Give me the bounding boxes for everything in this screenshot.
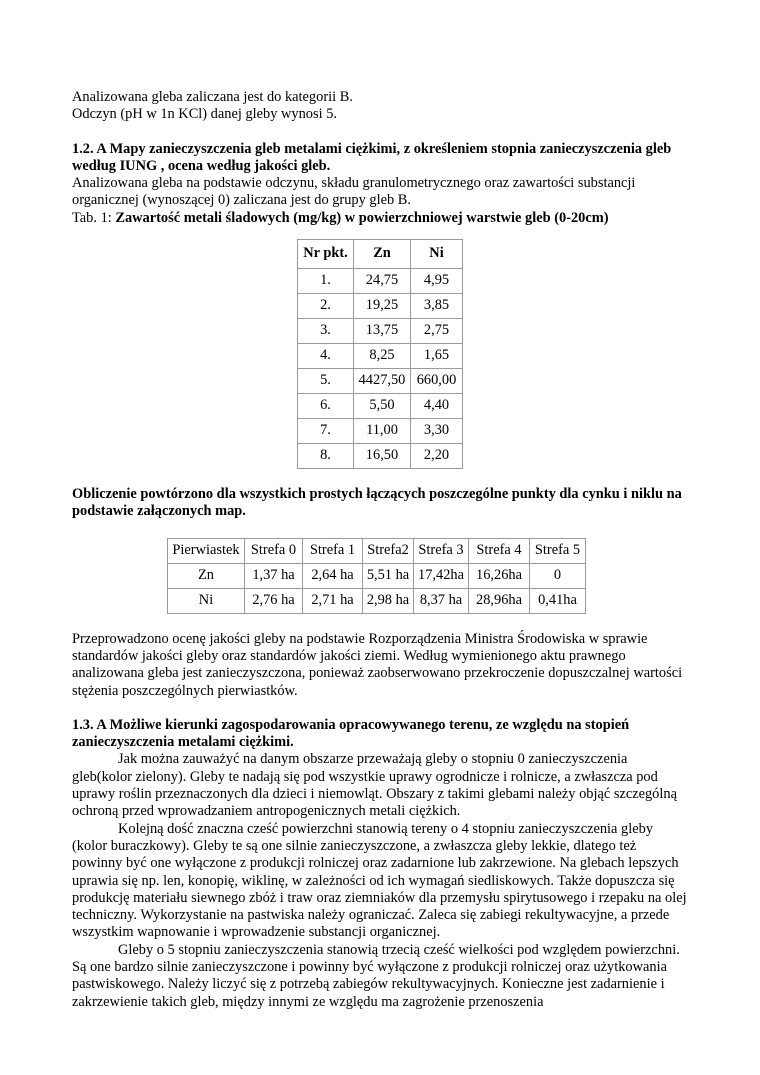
recalc-note: Obliczenie powtórzono dla wszystkich prostych łączących poszczególne punkty dla cynku i niklu na podstawie załączonych map. xyxy=(72,486,682,520)
table-cell: 1,37 ha xyxy=(245,563,303,588)
table-cell: Ni xyxy=(168,588,245,613)
table-row xyxy=(298,444,463,469)
section-1-3-paragraph-3: Gleby o 5 stopniu zanieczyszczenia stanowią trzecią cześć wielkości pod względem powierzchni. Są one bardzo silnie zanieczyszczone i powinny być wyłączone z produkcji rolniczej oraz użytkowania pastwiskowego. Należy liczyć się z potrzebą zabiegów rekultywacyjnych. Konieczne jest zadarnienie i zakrzewienie takich gleb, między innymi ze względu ma zagrożenie przenoszenia xyxy=(72,941,680,1010)
table-cell: 2. xyxy=(298,294,354,319)
table-2-header: Strefa 3 xyxy=(414,538,469,563)
assessment-paragraph: Przeprowadzono ocenę jakości gleby na podstawie Rozporządzenia Ministra Środowiska w sprawie standardów jakości gleby oraz standardów jakości ziemi. Według wymienionego aktu prawnego analizowana gleba jest zanieczyszczona, ponieważ zaobserwowano przekroczenie dopuszczalnej wartości stężenia poszczególnych pierwiastków. xyxy=(72,630,683,699)
table-cell: 8. xyxy=(298,444,354,469)
section-1-3-heading: 1.3. A Możliwe kierunki zagospodarowania opracowywanego terenu, ze względu na stopień zanieczyszczenia metalami ciężkimi. xyxy=(72,716,630,751)
table-1-header: Ni xyxy=(411,240,463,269)
table-cell: 2,20 xyxy=(411,444,463,469)
table-1-caption-prefix: Tab. 1: xyxy=(72,209,116,226)
section-1-2-text: Analizowana gleba na podstawie odczynu, składu granulometrycznego oraz zawartości substancji organicznej (wynoszącej 0) zaliczana jest do grupy gleb B. xyxy=(72,175,636,209)
section-1-2-heading: 1.2. A Mapy zanieczyszczenia gleb metalami ciężkimi, z określeniem stopnia zanieczyszczenia gleb według IUNG , ocena według jakości gleb. xyxy=(72,140,672,174)
table-cell: 3. xyxy=(298,319,354,344)
table-1-header: Zn xyxy=(354,240,411,269)
table-2-header: Strefa 5 xyxy=(530,538,586,563)
intro-line-1: Analizowana gleba zaliczana jest do kategorii B. xyxy=(72,89,353,105)
table-cell: 2,76 ha xyxy=(245,588,303,613)
table-1-trace-metals xyxy=(297,239,463,469)
table-2-header: Strefa 4 xyxy=(469,538,530,563)
table-cell: 0,41ha xyxy=(530,588,586,613)
table-2-header-row xyxy=(168,538,586,563)
table-cell: 4,95 xyxy=(411,269,463,294)
table-row xyxy=(168,588,586,613)
section-1-3-paragraph-2: Kolejną dość znaczna cześć powierzchni stanowią tereny o 4 stopniu zanieczyszczenia gleby (kolor buraczkowy). Gleby te są one silnie zanieczyszczone, a zwłaszcza gleby lekkie, dlatego też powinny być one wyłączone z produkcji rolniczej oraz zadarnione lub zakrzewione. Na glebach lepszych uprawia się np. len, konopię, wiklinę, w zależności od ich wymagań siedliskowych. Także dopuszcza się produkcję materiału siewnego zbóż i traw oraz ziemniaków dla przemysłu spirytusowego i rzepaku na olej techniczny. Wykorzystanie na pastwiska należy ograniczać. Zaleca się zabiegi rekultywacyjne, a przede wszystkim wapnowanie i wprowadzenie substancji organicznej. xyxy=(72,820,687,941)
table-2-zones xyxy=(167,538,586,614)
table-cell: 1. xyxy=(298,269,354,294)
table-row xyxy=(298,394,463,419)
table-cell: 5,51 ha xyxy=(363,563,414,588)
table-cell: 16,50 xyxy=(354,444,411,469)
table-cell: 3,85 xyxy=(411,294,463,319)
table-cell: 5,50 xyxy=(354,394,411,419)
table-cell: 16,26ha xyxy=(469,563,530,588)
intro-line-2: Odczyn (pH w 1n KCl) danej gleby wynosi 5. xyxy=(72,106,337,123)
table-cell: 2,64 ha xyxy=(303,563,363,588)
table-cell: 1,65 xyxy=(411,344,463,369)
table-1-caption xyxy=(72,210,688,227)
table-cell: 4427,50 xyxy=(354,369,411,394)
table-1-header-row xyxy=(298,240,463,269)
table-cell: 13,75 xyxy=(354,319,411,344)
table-row xyxy=(298,419,463,444)
table-cell: 28,96ha xyxy=(469,588,530,613)
table-row xyxy=(298,294,463,319)
table-cell: 24,75 xyxy=(354,269,411,294)
table-row xyxy=(168,563,586,588)
table-2-header: Strefa2 xyxy=(363,538,414,563)
table-cell: 8,25 xyxy=(354,344,411,369)
table-cell: 660,00 xyxy=(411,369,463,394)
table-2-header: Strefa 1 xyxy=(303,538,363,563)
table-cell: Zn xyxy=(168,563,245,588)
table-row xyxy=(298,319,463,344)
table-cell: 7. xyxy=(298,419,354,444)
table-cell: 2,98 ha xyxy=(363,588,414,613)
table-cell: 2,75 xyxy=(411,319,463,344)
table-cell: 3,30 xyxy=(411,419,463,444)
table-row xyxy=(298,269,463,294)
table-row xyxy=(298,369,463,394)
table-cell: 4. xyxy=(298,344,354,369)
table-cell: 19,25 xyxy=(354,294,411,319)
table-cell: 2,71 ha xyxy=(303,588,363,613)
table-row xyxy=(298,344,463,369)
table-1-header: Nr pkt. xyxy=(298,240,354,269)
table-cell: 4,40 xyxy=(411,394,463,419)
section-1-3-paragraph-1: Jak można zauważyć na danym obszarze przeważają gleby o stopniu 0 zanieczyszczenia gleb(kolor zielony). Gleby te nadają się pod wszystkie uprawy ogrodnicze i rolnicze, a zwłaszcza pod uprawy roślin przeznaczonych dla dzieci i niemowląt. Obszary z takimi glebami należy objąć szczególną ochroną przed wprowadzaniem antropogenicznych metali ciężkich. xyxy=(72,751,677,820)
table-2-header: Strefa 0 xyxy=(245,538,303,563)
table-1-caption-title: Zawartość metali śladowych (mg/kg) w powierzchniowej warstwie gleb (0-20cm) xyxy=(115,209,609,226)
table-cell: 5. xyxy=(298,369,354,394)
table-cell: 6. xyxy=(298,394,354,419)
table-cell: 0 xyxy=(530,563,586,588)
document-page xyxy=(72,89,688,1011)
table-cell: 11,00 xyxy=(354,419,411,444)
table-2-header: Pierwiastek xyxy=(168,538,245,563)
table-cell: 8,37 ha xyxy=(414,588,469,613)
table-cell: 17,42ha xyxy=(414,563,469,588)
